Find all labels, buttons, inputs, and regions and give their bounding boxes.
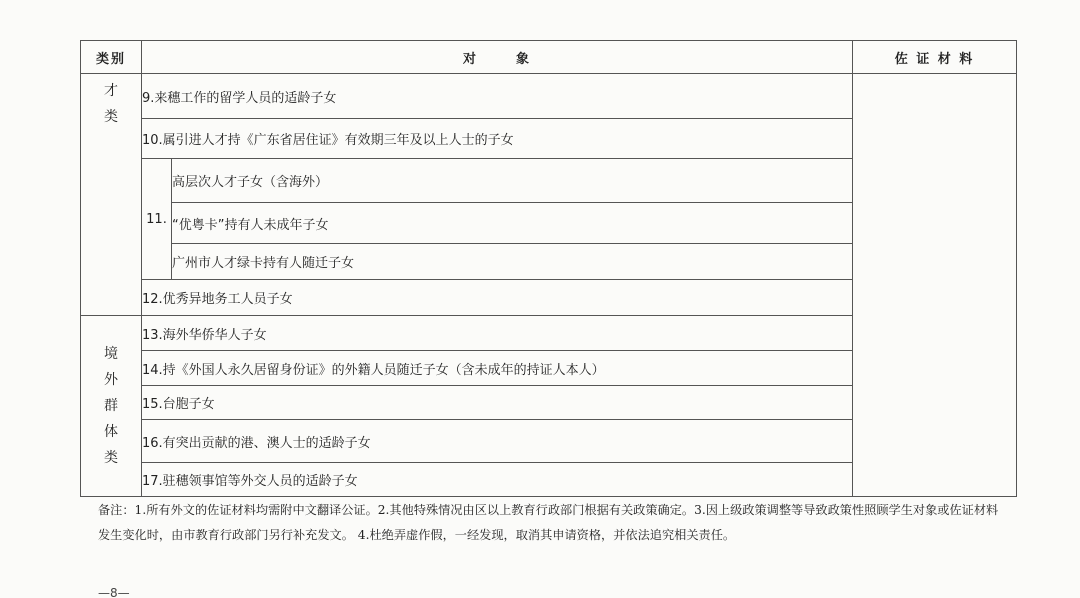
header-category: 类别 <box>81 41 142 74</box>
item-11-sub-3: 广州市人才绿卡持有人随迁子女 <box>172 244 853 280</box>
table-header-row <box>81 41 1017 74</box>
item-9: 9.来穗工作的留学人员的适龄子女 <box>142 74 853 119</box>
item-11-sub-2: “优粤卡”持有人未成年子女 <box>172 203 853 244</box>
table-row <box>81 74 1017 119</box>
item-10: 10.属引进人才持《广东省居住证》有效期三年及以上人士的子女 <box>142 119 853 159</box>
item-16: 16.有突出贡献的港、澳人士的适龄子女 <box>142 420 853 463</box>
header-object-right: 象 <box>516 51 532 67</box>
page-number: —8— <box>98 586 130 598</box>
category-cell-talent <box>81 74 142 316</box>
evidence-cell <box>853 74 1017 497</box>
item-17: 17.驻穗领事馆等外交人员的适龄子女 <box>142 463 853 497</box>
category-cell-overseas <box>81 316 142 497</box>
category-label-overseas: 境外群体类 <box>104 346 118 466</box>
footnote: 备注：1.所有外文的佐证材料均需附中文翻译公证。2.其他特殊情况由区以上教育行政部门根据有关政策确定。3.因上级政策调整等导致政策性照顾学生对象或佐证材料发生变化时，由市教育行政部门另行补充发文。 4.杜绝弄虚作假，一经发现，取消其申请资格，并依法追究相关责任。 <box>98 503 999 542</box>
category-label-talent: 才类 <box>104 83 118 125</box>
header-object-left: 对 <box>462 51 478 67</box>
item-12: 12.优秀异地务工人员子女 <box>142 280 853 316</box>
header-evidence: 佐 证 材 料 <box>853 41 1017 74</box>
item-14: 14.持《外国人永久居留身份证》的外籍人员随迁子女（含未成年的持证人本人） <box>142 351 853 386</box>
item-15: 15.台胞子女 <box>142 386 853 420</box>
item-11-number: 11. <box>142 159 172 280</box>
policy-table <box>80 40 1017 497</box>
item-13: 13.海外华侨华人子女 <box>142 316 853 351</box>
item-11-sub-1: 高层次人才子女（含海外） <box>172 159 853 203</box>
header-object <box>142 41 853 74</box>
